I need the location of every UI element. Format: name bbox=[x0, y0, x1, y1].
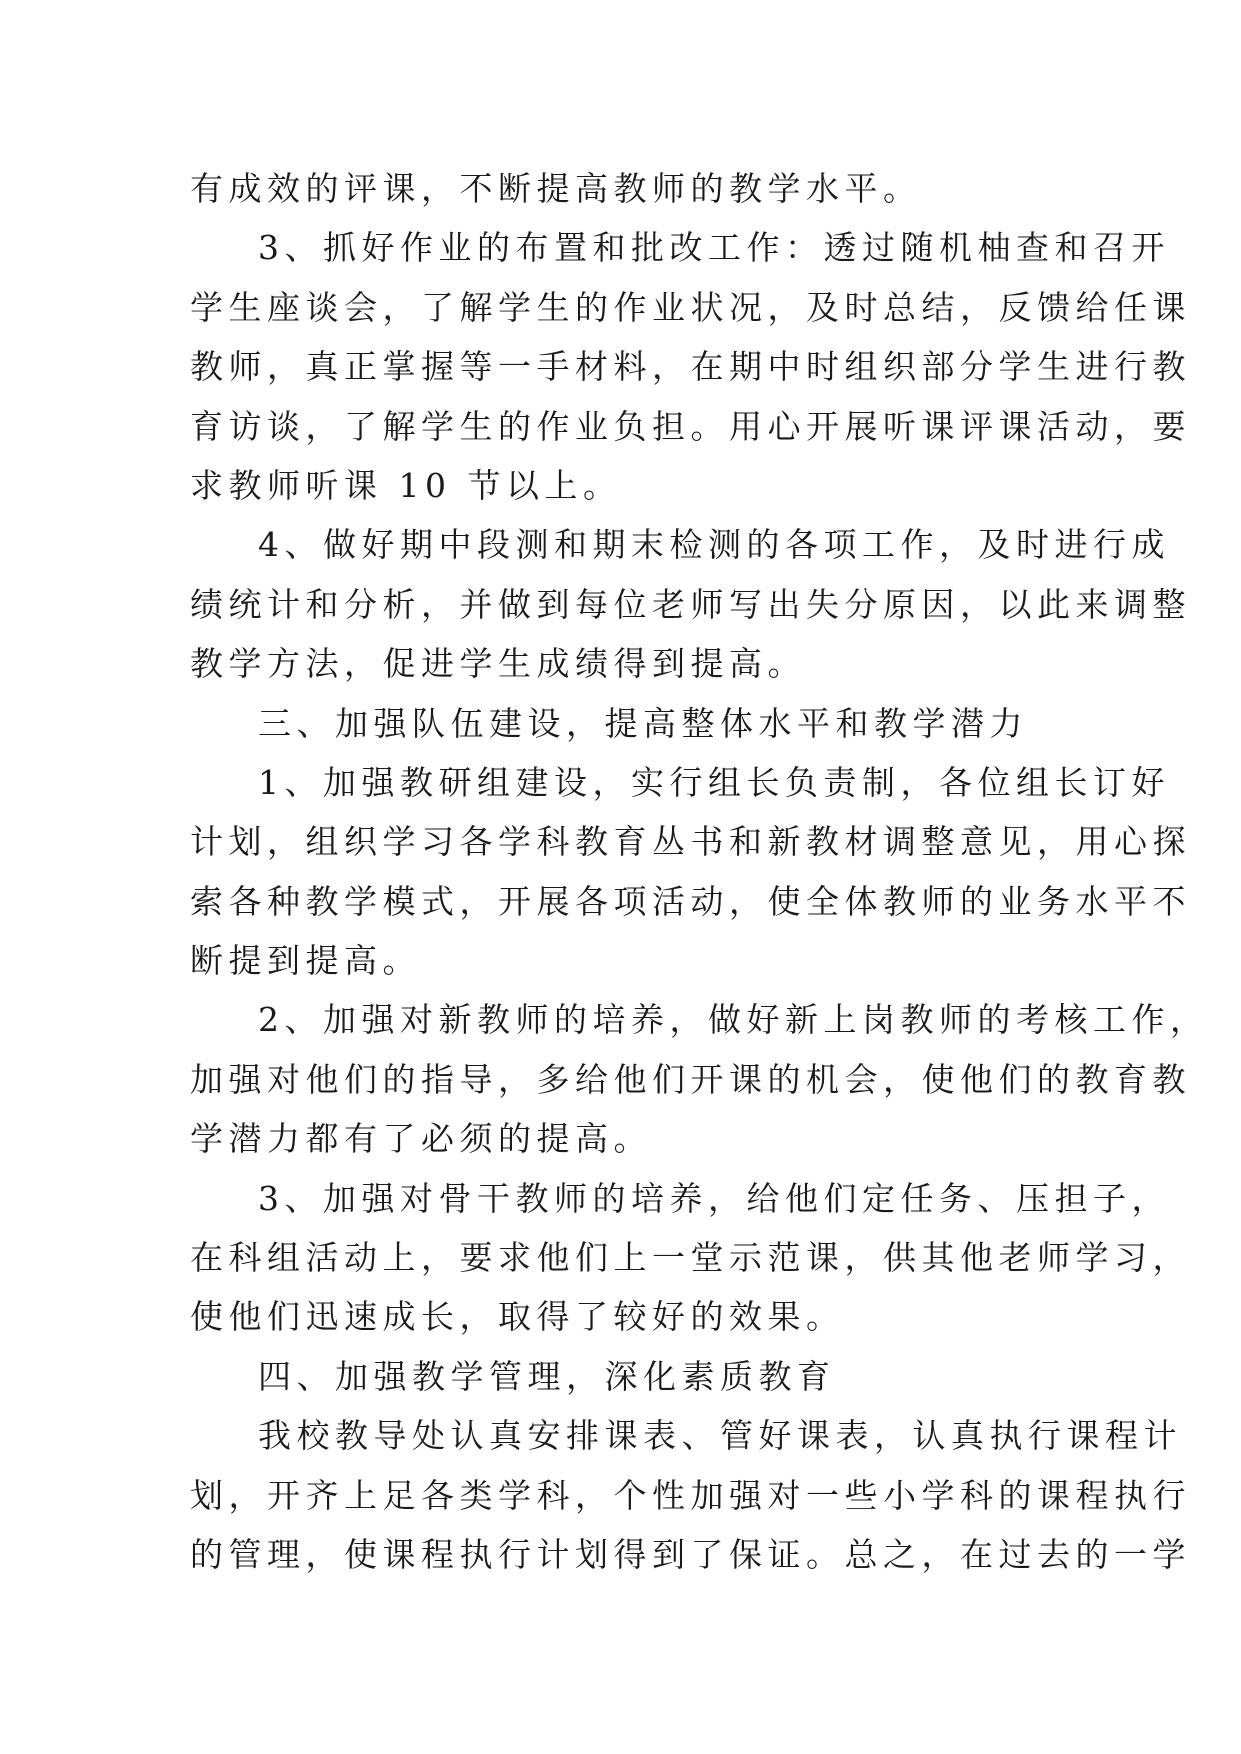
text-line: 1、加强教研组建设，实行组长负责制，各位组长订好 bbox=[258, 762, 1170, 802]
section-heading: 三、加强队伍建设，提高整体水平和教学潜力 bbox=[258, 703, 1028, 743]
text-line: 3、抓好作业的布置和批改工作：透过随机柚查和召开 bbox=[258, 228, 1170, 268]
text-line: 4、做好期中段测和期末检测的各项工作，及时进行成 bbox=[258, 525, 1170, 565]
document-body bbox=[190, 159, 1209, 1584]
text-line: 计划，组织学习各学科教育丛书和新教材调整意见，用心探 bbox=[190, 822, 1191, 862]
section-heading: 四、加强教学管理，深化素质教育 bbox=[258, 1356, 836, 1396]
text-line: 学潜力都有了必须的提高。 bbox=[190, 1119, 652, 1159]
text-line: 绩统计和分析，并做到每位老师写出失分原因，以此来调整 bbox=[190, 584, 1191, 624]
text-line: 教师，真正掌握等一手材料，在期中时组织部分学生进行教 bbox=[190, 347, 1191, 387]
text-line: 有成效的评课，不断提高教师的教学水平。 bbox=[190, 169, 922, 208]
text-line: 教学方法，促进学生成绩得到提高。 bbox=[190, 644, 806, 684]
text-line: 使他们迅速成长，取得了较好的效果。 bbox=[190, 1297, 845, 1337]
text-line: 断提到提高。 bbox=[190, 941, 421, 981]
text-line: 3、加强对骨干教师的培养，给他们定任务、压担子， bbox=[258, 1178, 1170, 1218]
text-line: 育访谈，了解学生的作业负担。用心开展听课评课活动，要 bbox=[190, 406, 1191, 446]
text-line: 的管理，使课程执行计划得到了保证。总之，在过去的一学 bbox=[190, 1534, 1191, 1574]
text-line: 求教师听课 10 节以上。 bbox=[190, 465, 622, 505]
text-line: 划，开齐上足各类学科，个性加强对一些小学科的课程执行 bbox=[190, 1475, 1191, 1515]
text-line: 加强对他们的指导，多给他们开课的机会，使他们的教育教 bbox=[190, 1059, 1191, 1099]
text-line: 2、加强对新教师的培养，做好新上岗教师的考核工作， bbox=[258, 1000, 1209, 1040]
text-line: 我校教导处认真安排课表、管好课表，认真执行课程计 bbox=[258, 1416, 1182, 1456]
text-line: 学生座谈会，了解学生的作业状况，及时总结，反馈给任课 bbox=[190, 287, 1191, 327]
text-line: 索各种教学模式，开展各项活动，使全体教师的业务水平不 bbox=[190, 881, 1191, 921]
text-line: 在科组活动上，要求他们上一堂示范课，供其他老师学习， bbox=[190, 1238, 1191, 1278]
